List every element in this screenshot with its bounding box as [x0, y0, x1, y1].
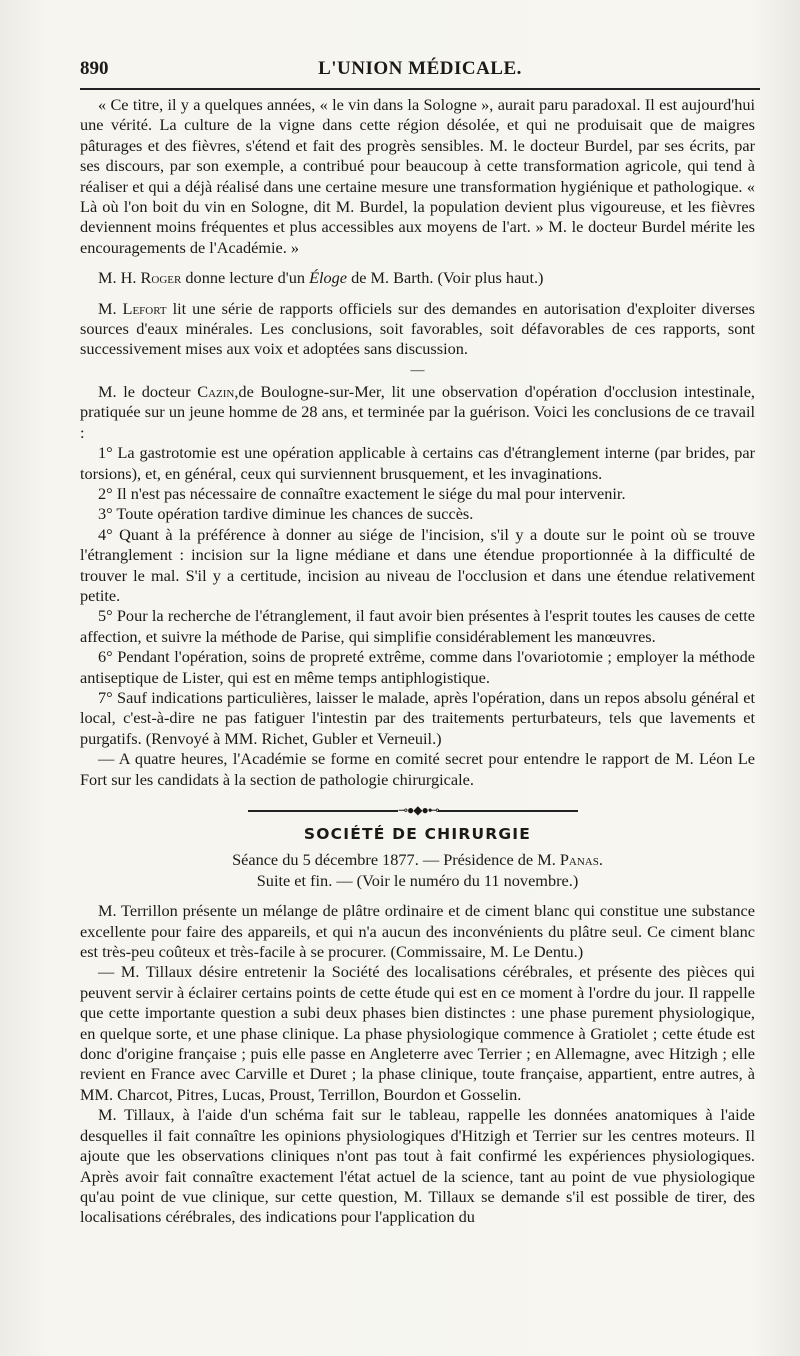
paragraph-roger: [80, 268, 755, 288]
person-name: Roger: [140, 268, 182, 288]
section-ornament: [80, 802, 755, 820]
paragraph-lefort: [80, 299, 755, 360]
paragraph-tillaux-schema: M. Tillaux, à l'aide d'un schéma fait sur le tableau, rappelle les données anatomiques à l'aide desquelles il fait connaître les opinions physiologiques d'Hitzigh et Terrier sur les centres moteurs. Il ajoute que les observations cliniques n'ont pas tout à fait confirmé les expériences physiologiques. Après avoir fait connaître exactement l'état actuel de la science, tant au point de vue physiologique qu'au point de vue clinique, sur cette question, M. Tillaux se demande s'il est possible de tirer, des localisations cérébrales, des indications pour l'application du: [80, 1105, 755, 1227]
person-name: Lefort: [122, 298, 167, 318]
text-fragment: ,de Boulogne-sur-Mer, lit une observation d'opération d'occlusion intestinale, pratiquée sur un jeune homme de 28 ans, et terminée par la guérison. Voici les conclusions de ce travail :: [80, 381, 755, 442]
text-fragment: donne lecture d'un: [181, 268, 310, 288]
text-fragment: Séance du 5 décembre 1877. — Présidence de M.: [232, 850, 560, 870]
continuation-line: Suite et fin. — (Voir le numéro du 11 novembre.): [256, 870, 579, 890]
running-title: L'UNION MÉDICALE.: [318, 58, 522, 79]
ornament-knot: ⊸●◆●⊷: [398, 803, 439, 817]
italic-title: Éloge: [309, 268, 348, 288]
section-title: SOCIÉTÉ DE CHIRURGIE: [303, 825, 532, 843]
conclusion-item: 7° Sauf indications particulières, laisser le malade, après l'opération, dans un repos absolu général et local, c'est-à-dire ne pas fatiguer l'intestin par des traitements perturbateurs, tels que lavements et purgatifs. (Renvoyé à MM. Richet, Gubler et Verneuil.): [80, 687, 755, 748]
conclusion-item: 2° Il n'est pas nécessaire de connaître exactement le siége du mal pour intervenir.: [98, 483, 626, 503]
paragraph-report-conclusion: « Ce titre, il y a quelques années, « le vin dans la Sologne », aurait paru paradoxal. Il est aujourd'hui une vérité. La culture de la vigne dans cette région désolée, et qui ne produisait que de maigres pâturages et des fièvres, s'étend et fait des progrès sensibles. M. le docteur Burdel, par ses écrits, par ses discours, par son exemple, a contribué pour beaucoup à cette transformation agricole, qui tend à réaliser et qui a déjà réalisé dans une certaine mesure une transformation hygiénique et pathologique. « Là où l'on boit du vin en Sologne, dit M. Burdel, la population devient plus vigoureuse, et les fièvres deviennent moins fréquentes et plus accessibles aux moyens de l'art. » M. le docteur Burdel mérite les encouragements de l'Académie. »: [80, 95, 755, 257]
person-name: Cazin: [197, 381, 235, 401]
president-name: Panas: [559, 850, 599, 870]
text-fragment: de M. Barth. (Voir plus haut.): [347, 268, 544, 288]
article-body: [80, 95, 755, 1228]
paragraph-tillaux-intro: — M. Tillaux désire entretenir la Société des localisations cérébrales, et présente des pièces qui peuvent servir à éclairer certains points de cette étude qui est en ce moment à l'ordre du jour. Il rappelle que cette importante question a subi deux phases bien distinctes : une phase purement physiologique, en quelque sorte, et une phase clinique. La phase physiologique commence à Gratiolet ; cette étude est donc d'origine française ; puis elle passe en Angleterre avec Terrier ; en Allemagne, avec Hitzigh ; elle revient en France avec Carville et Duret ; la phase clinique, toute française, appartient, entre autres, à MM. Charcot, Pitres, Lucas, Proust, Terrillon, Bourdon et Gosselin.: [80, 962, 755, 1104]
separator-dash: —: [410, 362, 425, 378]
conclusion-item: 4° Quant à la préférence à donner au siége de l'incision, s'il y a doute sur le point où se trouve l'étranglement : incision sur la ligne médiane et dans une étendue proportionnée à la difficulté de trouver le mal. S'il y a certitude, incision au niveau de l'occlusion et dans une étendue relativement petite.: [80, 524, 755, 605]
conclusion-item: 1° La gastrotomie est une opération applicable à certains cas d'étranglement interne (par brides, par torsions), et, en général, ceux qui surviennent brusquement, et les invaginations.: [80, 443, 755, 483]
paragraph-cazin: [80, 382, 755, 443]
text-fragment: M.: [98, 298, 123, 318]
conclusion-item: 6° Pendant l'opération, soins de propreté extrême, comme dans l'ovariotomie ; employer la méthode antiseptique de Lister, qui est en même temps antiphlogistique.: [80, 647, 755, 687]
page-header: [80, 54, 760, 84]
text-fragment: .: [598, 850, 603, 870]
text-fragment: lit une série de rapports officiels sur des demandes en autorisation d'exploiter diverses sources d'eaux minérales. Les conclusions, soit favorables, soit défavorables de ces rapports, sont successivement mises aux voix et adoptées sans discussion.: [80, 298, 755, 359]
text-fragment: M. H.: [98, 268, 141, 288]
header-rule: [80, 88, 760, 90]
paragraph-terrillon: M. Terrillon présente un mélange de plâtre ordinaire et de ciment blanc qui constitue une substance excellente pour faire des appareils, et qui n'a aucun des inconvénients du plâtre seul. Ce ciment blanc est très-peu coûteux et très-facile à se procurer. (Commissaire, M. Le Dentu.): [80, 901, 755, 962]
conclusion-item: 5° Pour la recherche de l'étranglement, il faut avoir bien présentes à l'esprit toutes les causes de cette affection, et suivre la méthode de Parise, qui simplifie considérablement les manœuvres.: [80, 606, 755, 646]
page-number: 890: [80, 58, 109, 79]
session-line: [80, 850, 755, 870]
conclusion-item: 3° Toute opération tardive diminue les chances de succès.: [98, 504, 474, 524]
paragraph-secret-committee: — A quatre heures, l'Académie se forme en comité secret pour entendre le rapport de M. Léon Le Fort sur les candidats à la section de pathologie chirurgicale.: [80, 749, 755, 789]
text-fragment: M. le docteur: [98, 381, 198, 401]
